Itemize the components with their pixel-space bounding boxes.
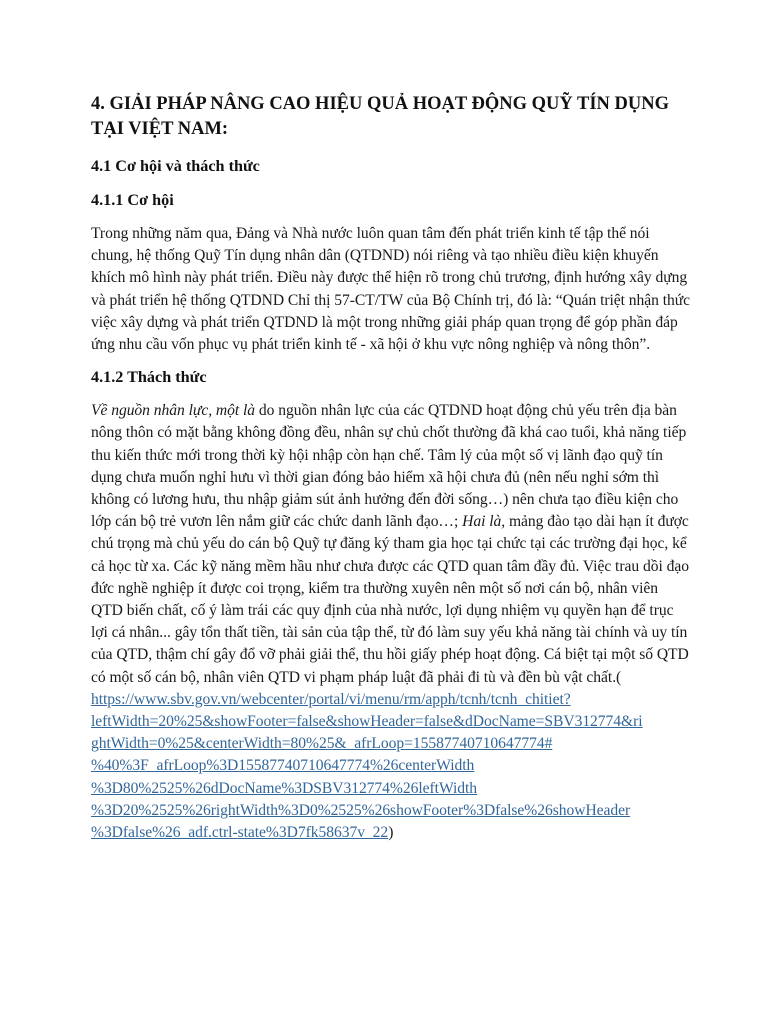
source-link-line-4[interactable]: %40%3F_afrLoop%3D15587740710647774%26centerWidth	[91, 757, 475, 775]
chapter-title: 4. GIẢI PHÁP NÂNG CAO HIỆU QUẢ HOẠT ĐỘNG QUỸ TÍN DỤNG TẠI VIỆT NAM:	[91, 94, 669, 139]
source-link-line-6[interactable]: %3D20%2525%26rightWidth%3D0%2525%26showFooter%3Dfalse%26showHeader	[91, 801, 631, 819]
challenge-text-1: do nguồn nhân lực của các QTDND hoạt động chủ yếu trên địa bàn nông thôn có mặt bằng không đồng đều, nhân sự chủ chốt thường đã khá cao tuổi, khả năng tiếp thu kiến thức mới trong thời kỳ hội nhập còn hạn chế. Tâm lý của một số vị lãnh đạo quỹ tín dụng chưa muốn nghỉ hưu vì thời gian đóng bảo hiểm xã hội chưa đủ (nên nếu nghỉ sớm thì không có lương hưu, thu nhập giảm sút ảnh hưởng đến đời sống…) nên chưa tạo điều kiện cho lớp cán bộ trẻ vươn lên nắm giữ các chức danh lãnh đạo…;	[91, 402, 687, 531]
paragraph-challenge	[91, 400, 691, 844]
source-link-line-3[interactable]: ghtWidth=0%25&centerWidth=80%25&_afrLoop=15587740710647774#	[91, 735, 553, 753]
paragraph-opportunity: Trong những năm qua, Đảng và Nhà nước luôn quan tâm đến phát triển kinh tế tập thể nói chung, hệ thống Quỹ Tín dụng nhân dân (QTDND) nói riêng và tạo nhiều điều kiện khuyến khích mô hình này phát triển. Điều này được thể hiện rõ trong chủ trương, định hướng xây dựng và phát triển hệ thống QTDND Chỉ thị 57-CT/TW của Bộ Chính trị, đó là: “Quán triệt nhận thức việc xây dựng và phát triển QTDND là một trong những giải pháp quan trọng để góp phần đáp ứng nhu cầu vốn phục vụ phát triển kinh tế - xã hội ở khu vực nông nghiệp và nông thôn”.	[91, 225, 691, 354]
section-heading-4-1: 4.1 Cơ hội và thách thức	[91, 157, 260, 175]
challenge-text-2: mảng đào tạo dài hạn ít được chú trọng mà chủ yếu do cán bộ Quỹ tự đăng ký tham gia học tại chức tại các trường đại học, kể cả học từ xa. Các kỹ năng mềm hầu như chưa được các QTD quan tâm đầy đủ. Việc trau dồi đạo đức nghề nghiệp ít được coi trọng, kiểm tra thường xuyên nên một số nơi cán bộ, nhân viên QTD biến chất, cố ý làm trái các quy định của nhà nước, lợi dụng nhiệm vụ quyền hạn để trục lợi cá nhân... gây tổn thất tiền, tài sản của tập thể, từ đó làm suy yếu khả năng tài chính và uy tín của QTD, thậm chí gây đổ vỡ phải giải thể, thu hồi giấy phép hoạt động. Cá biệt tại một số QTD có một số cán bộ, nhân viên QTD vi phạm pháp luật đã phải đi tù và đền bù vật chất.(	[91, 513, 689, 686]
challenge-italic-2: Hai là,	[462, 513, 506, 531]
subsection-heading-4-1-2: 4.1.2 Thách thức	[91, 368, 207, 387]
challenge-lead-italic: Về nguồn nhân lực, một là	[91, 402, 256, 420]
closing-paren: )	[388, 824, 394, 842]
document-page	[91, 92, 691, 854]
source-link-line-2[interactable]: leftWidth=20%25&showFooter=false&showHeader=false&dDocName=SBV312774&ri	[91, 713, 643, 731]
source-link-line-7[interactable]: %3Dfalse%26_adf.ctrl-state%3D7fk58637v_22	[91, 824, 389, 842]
subsection-heading-4-1-1: 4.1.1 Cơ hội	[91, 191, 174, 209]
source-link-line-5[interactable]: %3D80%2525%26dDocName%3DSBV312774%26leftWidth	[91, 779, 478, 797]
source-link-line-1[interactable]: https://www.sbv.gov.vn/webcenter/portal/vi/menu/rm/apph/tcnh/tcnh_chitiet?	[91, 690, 571, 708]
